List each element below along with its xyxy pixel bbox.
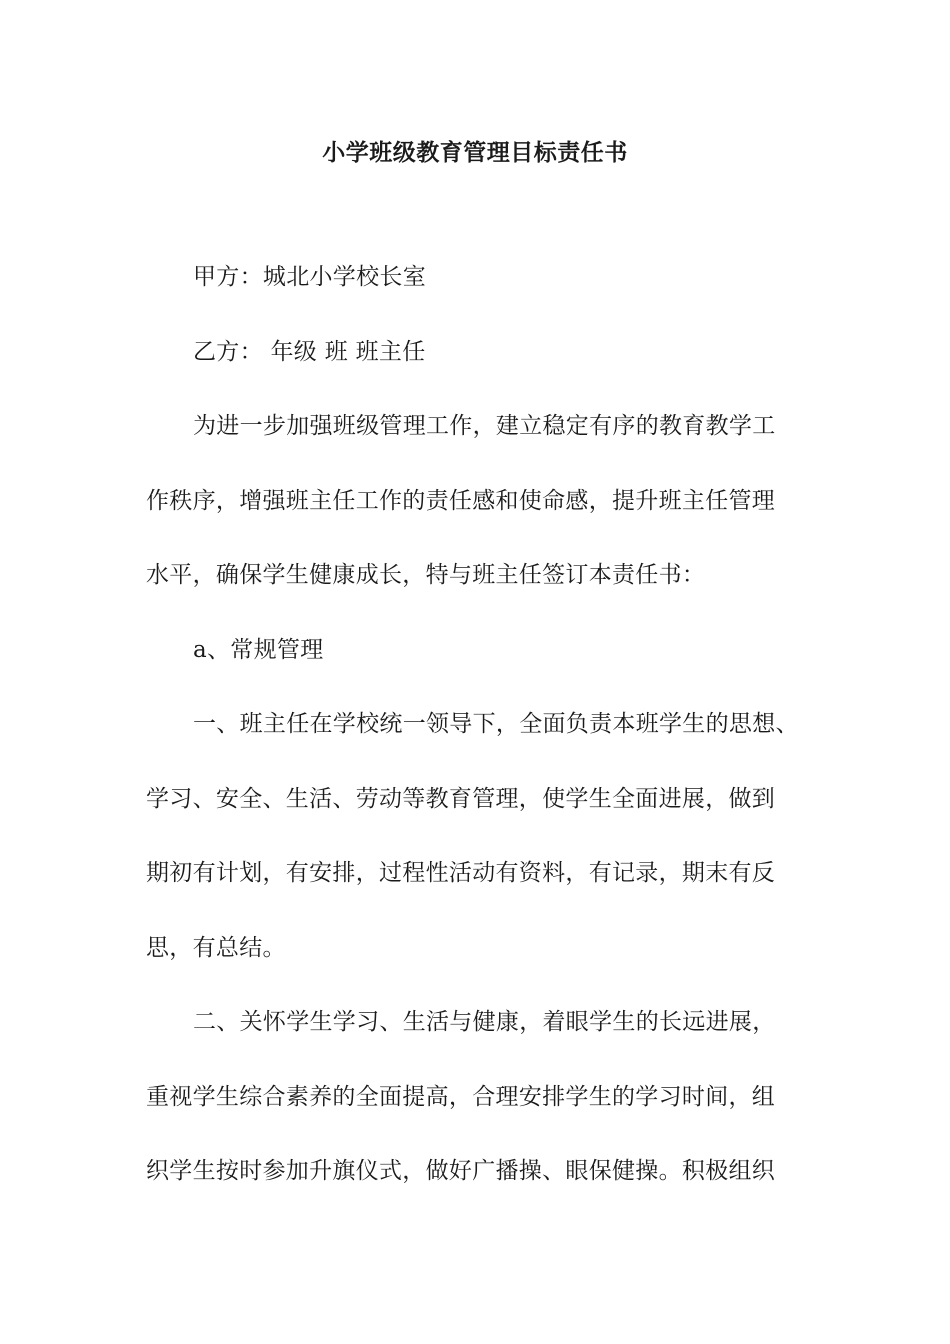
item-1-line-3: 期初有计划，有安排，过程性活动有资料，有记录，期末有反 — [146, 860, 776, 886]
item-2-line-1: 二、关怀学生学习、生活与健康，着眼学生的长远进展， — [193, 1009, 776, 1035]
item-2-line-3: 织学生按时参加升旗仪式，做好广播操、眼保健操。积极组织 — [146, 1158, 776, 1184]
item-1-line-4: 思，有总结。 — [146, 935, 286, 961]
section-heading: a、常规管理 — [193, 637, 324, 663]
party-b-line: 乙方： 年级 班 班主任 — [193, 339, 426, 365]
intro-line-1: 为进一步加强班级管理工作，建立稳定有序的教育教学工 — [193, 413, 776, 439]
item-2-line-2: 重视学生综合素养的全面提高，合理安排学生的学习时间，组 — [146, 1084, 776, 1110]
item-1-line-1: 一、班主任在学校统一领导下，全面负责本班学生的思想、 — [193, 711, 799, 737]
party-a-line: 甲方：城北小学校长室 — [193, 264, 426, 290]
intro-line-2: 作秩序，增强班主任工作的责任感和使命感，提升班主任管理 — [146, 488, 776, 514]
intro-line-3: 水平，确保学生健康成长，特与班主任签订本责任书： — [146, 562, 706, 588]
item-1-line-2: 学习、安全、生活、劳动等教育管理，使学生全面进展，做到 — [146, 786, 776, 812]
document-title: 小学班级教育管理目标责任书 — [322, 139, 628, 166]
